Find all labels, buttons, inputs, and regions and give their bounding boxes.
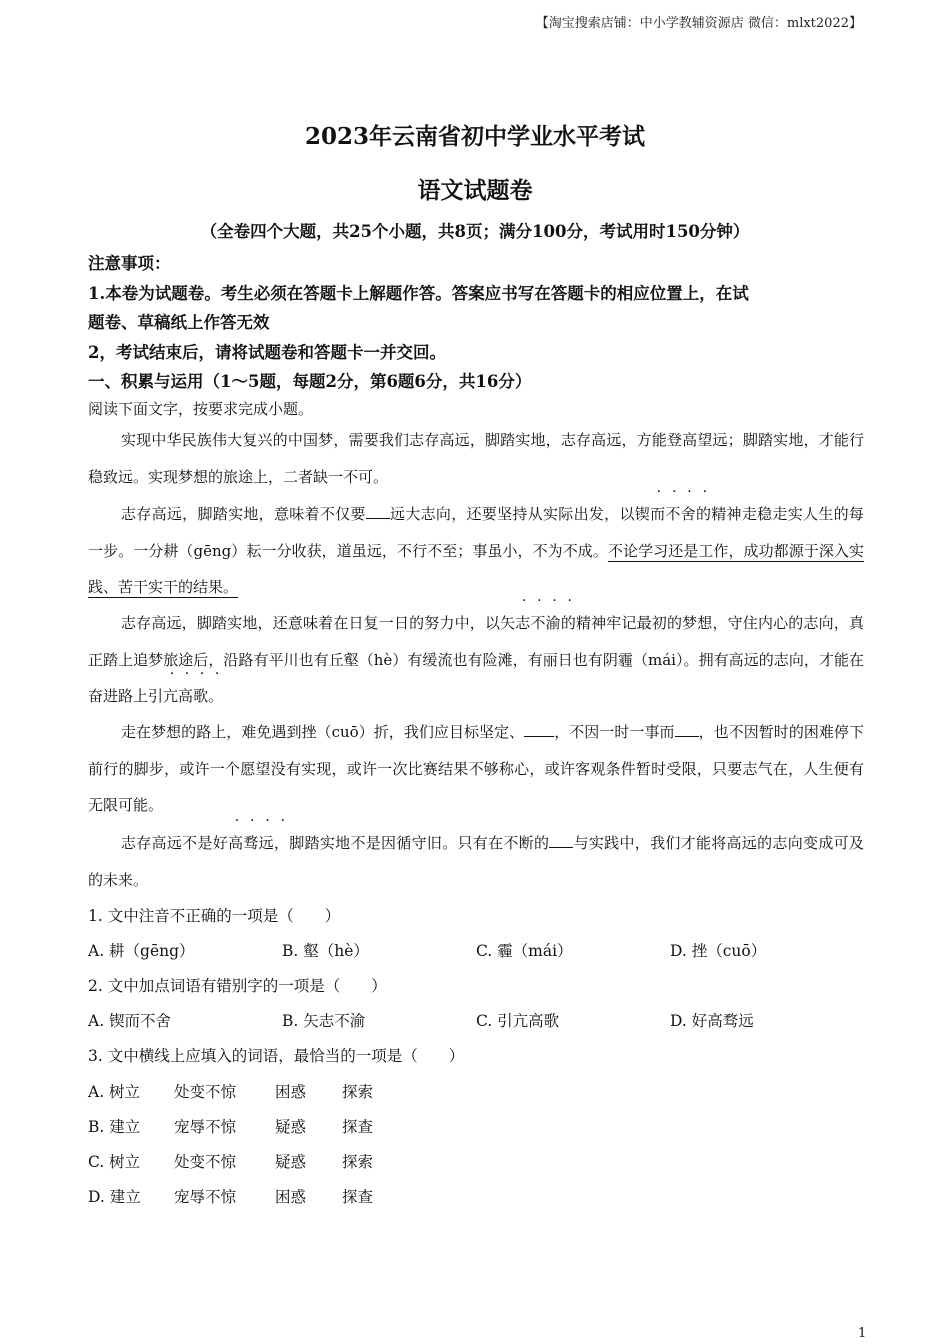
exam-info: （全卷四个大题，共25个小题，共8页；满分100分，考试用时150分钟） <box>200 222 750 241</box>
question-1-option-b: B. 壑（hè） <box>282 942 369 960</box>
question-1-option-a: A. 耕（gēng） <box>88 942 195 960</box>
header-note: 【淘宝搜索店铺：中小学教辅资源店 微信：mlxt2022】 <box>535 16 862 31</box>
underlined-sentence: 不论学习还是工作，成功都源于深入实践、苦干实干的结果。 <box>88 541 864 596</box>
exam-title: 2023年云南省初中学业水平考试 <box>304 123 645 150</box>
passage-paragraph-2: 志存高远，脚踏实地，意味着不仅要 远大志向，还要坚持从实际出发，以锲而不舍的精神走稳走实人生的每一步。一分耕（gēng）耘一分收获，道虽远，不行不至；事虽小，不为不成。不论学习还是工作，成功都源于深入实践、苦干实干的结果。 <box>88 505 864 596</box>
fill-blank-2 <box>524 722 554 737</box>
question-1-stem: 1. 文中注音不正确的一项是（ ） <box>88 907 341 925</box>
dotted-word-yinkanggaoge: 引亢高歌 <box>148 687 209 705</box>
question-2-option-a: A. 锲而不舍 <box>88 1012 172 1030</box>
notice-item-2: 2，考试结束后，请将试题卷和答题卡一并交回。 <box>88 343 446 362</box>
dotted-word-haogaowuyuan: 好高骛远 <box>212 834 274 852</box>
page-number: 1 <box>858 1326 867 1341</box>
question-1-option-d: D. 挫（cuō） <box>670 942 767 960</box>
exam-subtitle: 语文试题卷 <box>417 177 533 204</box>
question-2-option-d: D. 好高骛远 <box>670 1012 754 1030</box>
question-2-stem: 2. 文中加点词语有错别字的一项是（ ） <box>88 977 387 995</box>
notice-heading: 注意事项： <box>88 254 171 273</box>
question-2-option-b: B. 矢志不渝 <box>282 1012 366 1030</box>
section-1-heading: 一、积累与运用（1～5题，每题2分，第6题6分，共16分） <box>88 372 532 391</box>
section-1-instruction: 阅读下面文字，按要求完成小题。 <box>88 400 314 418</box>
question-3-stem: 3. 文中横线上应填入的词语，最恰当的一项是（ ） <box>88 1047 465 1065</box>
question-3-option-c: C. 树立 处变不惊 疑惑 探索 <box>88 1153 374 1171</box>
passage-paragraph-3: 志存高远，脚踏实地，还意味着在日复一日的努力中，以矢志不渝的精神牢记最初的梦想，守住内心的志向，真正踏上追梦旅途后，沿路有平川也有丘壑（hè）有缓流也有险滩，有丽日也有阴霾（mái）。拥有高远的志向，才能在奋进路上引亢高歌。 <box>88 614 864 705</box>
dotted-word-qieerbushe: 锲而不舍 <box>634 505 696 523</box>
fill-blank-4 <box>549 833 573 848</box>
fill-blank-3 <box>675 722 699 737</box>
question-3-option-d: D. 建立 宠辱不惊 困惑 探查 <box>88 1188 374 1206</box>
passage-paragraph-1: 实现中华民族伟大复兴的中国梦，需要我们志存高远，脚踏实地，志存高远，方能登高望远；脚踏实地，才能行稳致远。实现梦想的旅途上，二者缺一不可。 <box>88 431 864 486</box>
notice-item-1-line-2: 题卷、草稿纸上作答无效 <box>88 313 270 332</box>
passage-paragraph-5: 志存高远不是好高骛远，脚踏实地不是因循守旧。只有在不断的 与实践中，我们才能将高远的志向变成可及的未来。 <box>88 834 864 889</box>
question-3-option-b: B. 建立 宠辱不惊 疑惑 探查 <box>88 1118 374 1136</box>
passage-paragraph-4: 走在梦想的路上，难免遇到挫（cuō）折，我们应目标坚定、 ，不因一时一事而 ，也不因暂时的困难停下前行的脚步，或许一个愿望没有实现，或许一次比赛结果不够称心，或许客观条件暂时受限，只要志气在，人生便有无限可能。 <box>88 723 864 814</box>
question-1-option-c: C. 霾（mái） <box>476 942 573 960</box>
question-2-option-c: C. 引亢高歌 <box>476 1012 560 1030</box>
fill-blank-1 <box>366 504 390 519</box>
dotted-word-shizhibuyu: 矢志不渝 <box>500 614 561 632</box>
notice-item-1-line-1: 1.本卷为试题卷。考生必须在答题卡上解题作答。答案应书写在答题卡的相应位置上，在试 <box>88 284 749 303</box>
question-3-option-a: A. 树立 处变不惊 困惑 探索 <box>88 1083 374 1101</box>
